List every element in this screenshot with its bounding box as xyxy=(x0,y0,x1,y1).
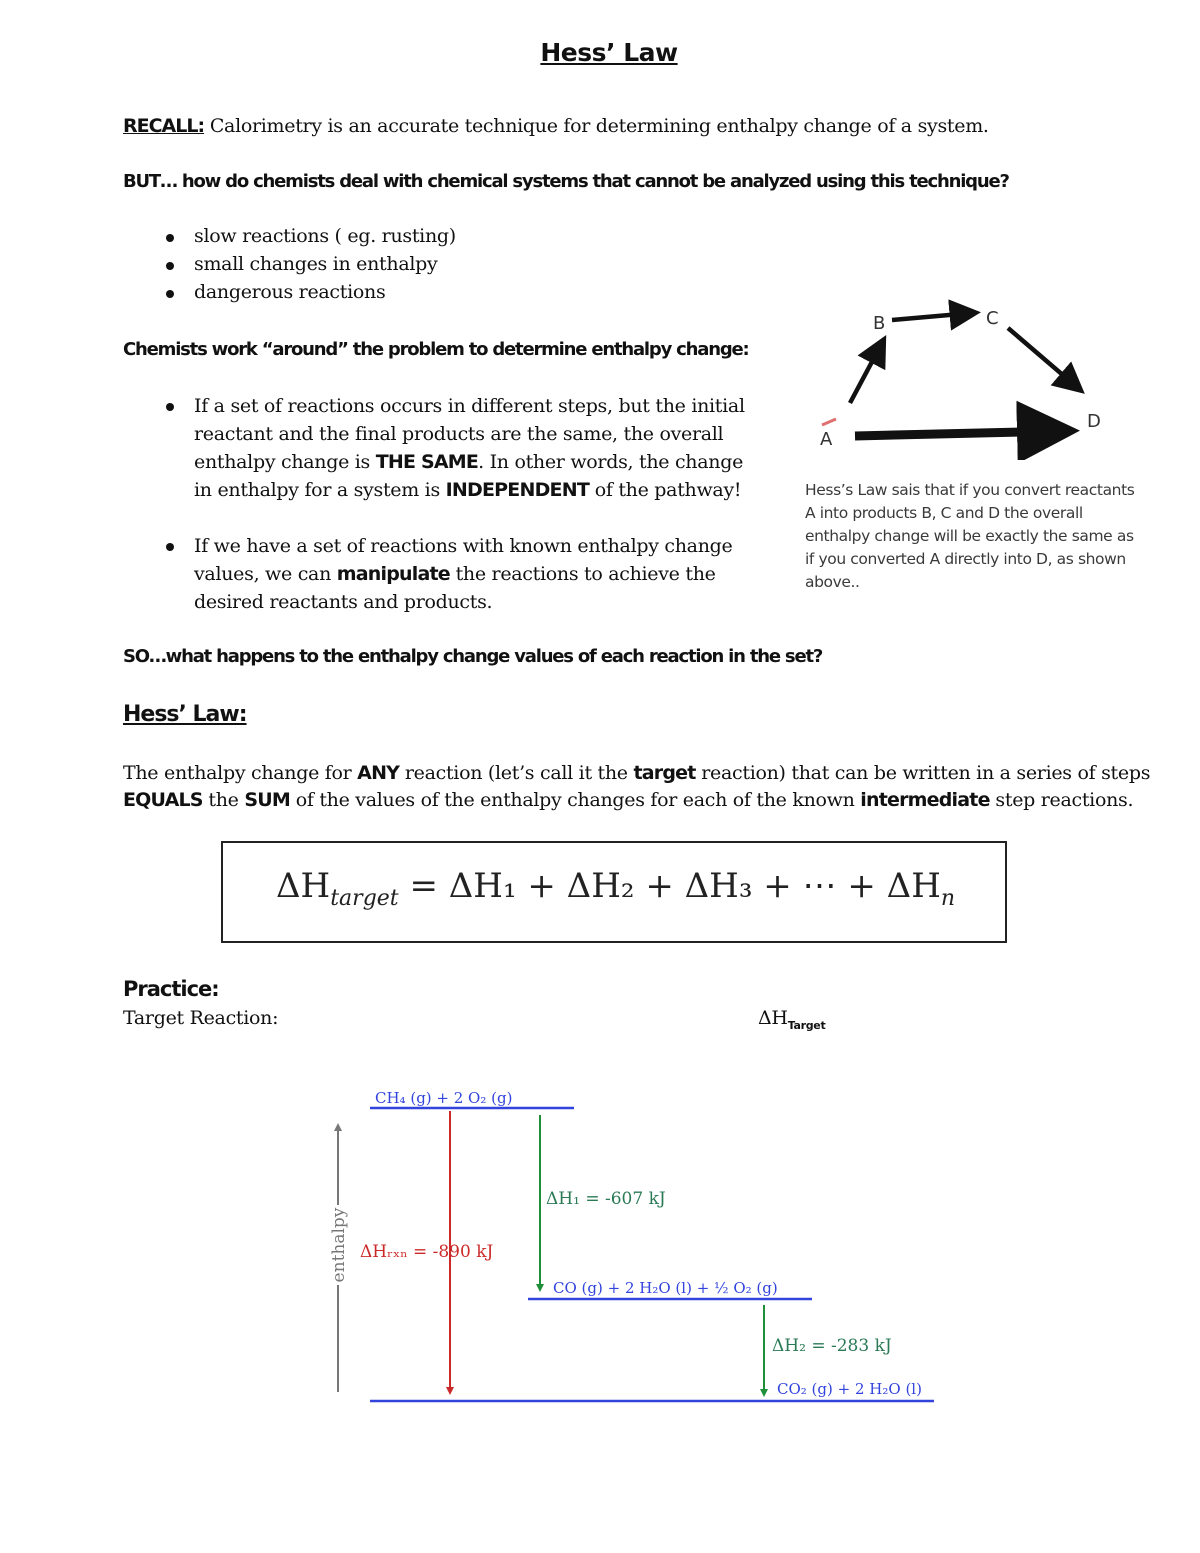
law-text: the xyxy=(202,789,245,811)
arrow-c-to-d xyxy=(1008,328,1078,388)
enthalpy-diagram xyxy=(300,1075,960,1420)
products-label: CO₂ (g) + 2 H₂O (l) xyxy=(777,1380,922,1398)
point2-text: If we have a set of reactions with known enthalpy change values, we can xyxy=(194,535,733,585)
law-emphasis: intermediate xyxy=(860,789,990,811)
law-emphasis: target xyxy=(633,762,696,784)
pathway-diagram xyxy=(800,295,1140,460)
axis-label: enthalpy xyxy=(329,1207,349,1283)
point-manipulate xyxy=(194,532,754,616)
point1-emphasis: INDEPENDENT xyxy=(445,479,589,501)
dh1-label: ΔH₁ = -607 kJ xyxy=(546,1189,666,1209)
point1-text: . In other words, the change in enthalpy for a system is xyxy=(194,451,744,501)
bullet-icon xyxy=(166,403,174,411)
equation-lhs: ΔH xyxy=(276,866,331,906)
intermediate-label: CO (g) + 2 H₂O (l) + ½ O₂ (g) xyxy=(553,1279,778,1297)
hess-equation xyxy=(276,866,955,911)
arrow-a-to-d xyxy=(855,431,1062,436)
but-question: BUT… how do chemists deal with chemical systems that cannot be analyzed using this technique? xyxy=(123,171,1009,192)
law-text-line1 xyxy=(123,762,1150,784)
list-item: small changes in enthalpy xyxy=(194,253,438,275)
point1-text: of the pathway! xyxy=(589,479,742,501)
target-dh xyxy=(758,1007,825,1032)
target-dh-label: ΔH xyxy=(758,1007,788,1029)
law-text-line2 xyxy=(123,789,1133,811)
law-text: of the values of the enthalpy changes for each of the known xyxy=(290,789,861,811)
practice-heading: Practice: xyxy=(123,977,219,1001)
list-item: dangerous reactions xyxy=(194,281,386,303)
recall-line xyxy=(123,115,989,137)
equation-lhs-sub: target xyxy=(330,885,399,911)
so-question: SO…what happens to the enthalpy change values of each reaction in the set? xyxy=(123,646,823,667)
point2-emphasis: manipulate xyxy=(336,563,450,585)
label-d: D xyxy=(1087,411,1101,432)
point1-emphasis: THE SAME xyxy=(375,451,479,473)
reactant-marker xyxy=(822,419,836,425)
work-around-heading: Chemists work “around” the problem to determine enthalpy change: xyxy=(123,339,749,360)
list-item: slow reactions ( eg. rusting) xyxy=(194,225,456,247)
recall-text: Calorimetry is an accurate technique for determining enthalpy change of a system. xyxy=(204,115,989,137)
law-emphasis: ANY xyxy=(357,762,400,784)
target-dh-sub: Target xyxy=(787,1018,826,1032)
reactants-label: CH₄ (g) + 2 O₂ (g) xyxy=(375,1089,513,1107)
dh-rxn-label: ΔHᵣₓₙ = -890 kJ xyxy=(360,1242,494,1262)
point-independent-pathway xyxy=(194,392,766,504)
equation-rhs-sub: n xyxy=(940,885,956,911)
pathway-caption: Hess’s Law sais that if you convert reactants A into products B, C and D the overall enthalpy change will be exactly the same as if you converted A directly into D, as shown above.. xyxy=(805,481,1135,591)
target-reaction-label: Target Reaction: xyxy=(123,1007,279,1029)
label-b: B xyxy=(873,313,886,334)
law-text: The enthalpy change for xyxy=(123,762,358,784)
bullet-icon xyxy=(166,290,174,298)
law-text: step reactions. xyxy=(989,789,1134,811)
bullet-icon xyxy=(166,234,174,242)
label-a: A xyxy=(820,429,833,450)
bullet-icon xyxy=(166,262,174,270)
law-text: reaction (let’s call it the xyxy=(399,762,634,784)
recall-label: RECALL: xyxy=(123,115,205,137)
law-heading: Hess’ Law: xyxy=(123,702,247,727)
page-title: Hess’ Law xyxy=(540,38,678,67)
law-emphasis: SUM xyxy=(244,789,290,811)
dh2-label: ΔH₂ = -283 kJ xyxy=(772,1336,892,1356)
label-c: C xyxy=(986,308,999,329)
law-text: reaction) that can be written in a series of steps xyxy=(695,762,1151,784)
arrow-a-to-b xyxy=(850,343,882,403)
point2-text: the reactions to achieve the desired reactants and products. xyxy=(194,563,716,613)
equation-rhs: = ΔH₁ + ΔH₂ + ΔH₃ + ⋯ + ΔH xyxy=(398,866,941,906)
point1-text: If a set of reactions occurs in different steps, but the initial reactant and the final products are the same, the overall enthalpy change is xyxy=(194,395,745,473)
bullet-icon xyxy=(166,543,174,551)
law-emphasis: EQUALS xyxy=(123,789,203,811)
arrow-b-to-c xyxy=(892,313,972,320)
